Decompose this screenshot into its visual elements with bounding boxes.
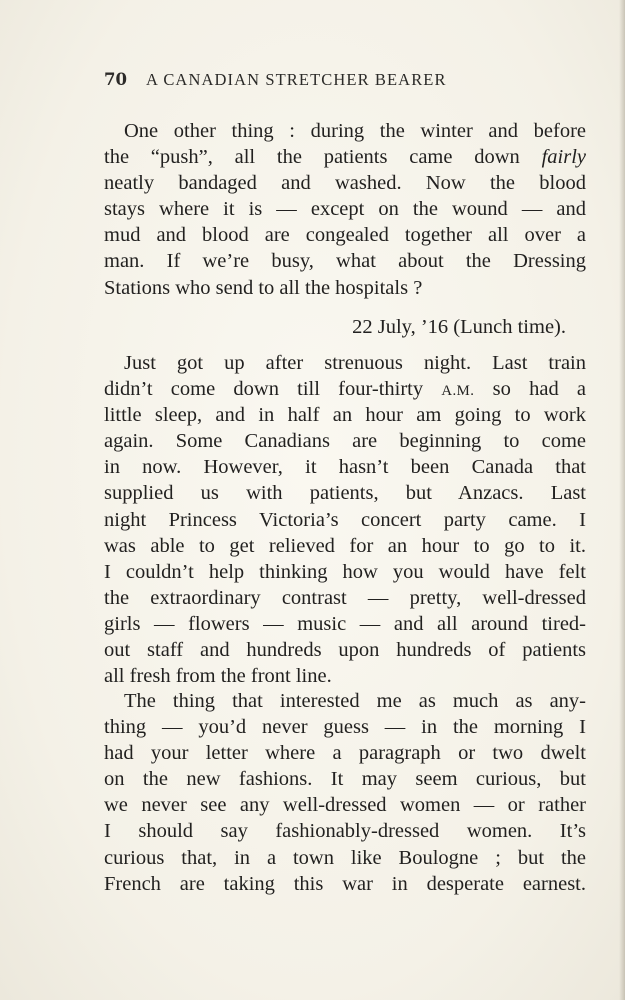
- paragraph-2: [104, 350, 586, 689]
- text-line: man. If we’re busy, what about the Dressing: [104, 250, 586, 273]
- text-line: again. Some Canadians are beginning to come: [104, 430, 586, 453]
- text-line: on the new fashions. It may seem curious, but: [104, 768, 586, 791]
- running-head: [104, 70, 534, 90]
- text-line: [104, 376, 586, 402]
- text-line: I couldn’t help thinking how you would have felt: [104, 560, 586, 583]
- small-caps-text: A.M.: [441, 383, 475, 400]
- text-line: night Princess Victoria’s concert party came. I: [104, 508, 586, 531]
- text-line: mud and blood are congealed together all over a: [104, 224, 586, 247]
- text-line: little sleep, and in half an hour am going to work: [104, 404, 586, 427]
- text-line: Just got up after strenuous night. Last train: [124, 352, 586, 374]
- text-line: was able to get relieved for an hour to go to it.: [104, 534, 586, 557]
- text-line: girls — flowers — music — and all around tired-: [104, 612, 586, 635]
- running-title: A CANADIAN STRETCHER BEARER: [146, 70, 447, 89]
- page-edge-shadow: [619, 0, 625, 1000]
- entry-dateline: 22 July, ’16 (Lunch time).: [352, 316, 566, 338]
- text-line: we never see any well-dressed women — or rather: [104, 794, 586, 817]
- text-line: I should say fashionably-dressed women. It’s: [104, 820, 586, 843]
- paragraph-1: [104, 118, 586, 301]
- text-line: French are taking this war in desperate earnest.: [104, 872, 586, 895]
- text-line: in now. However, it hasn’t been Canada that: [104, 456, 586, 479]
- text-span: the “push”, all the patients came down: [104, 146, 542, 169]
- page-number: 70: [104, 70, 127, 89]
- text-line: out staff and hundreds upon hundreds of patients: [104, 639, 586, 662]
- text-line: had your letter where a paragraph or two dwelt: [104, 742, 586, 765]
- text-line: The thing that interested me as much as any-: [124, 690, 586, 712]
- text-line: stays where it is — except on the wound — and: [104, 198, 586, 221]
- text-line: Stations who send to all the hospitals ?: [104, 276, 423, 299]
- text-span: so had a: [474, 378, 586, 401]
- text-line: neatly bandaged and washed. Now the blood: [104, 172, 586, 195]
- text-span: didn’t come down till four-thirty: [104, 378, 442, 401]
- text-line: thing — you’d never guess — in the morning I: [104, 716, 586, 739]
- text-line: curious that, in a town like Boulogne ; but the: [104, 846, 586, 869]
- text-line: [104, 144, 586, 170]
- text-line: One other thing : during the winter and before: [124, 120, 586, 142]
- text-line: all fresh from the front line.: [104, 665, 332, 688]
- text-line: supplied us with patients, but Anzacs. Last: [104, 482, 586, 505]
- text-line: the extraordinary contrast — pretty, well-dressed: [104, 586, 586, 609]
- emphasis-text: fairly: [541, 146, 586, 169]
- paragraph-3: [104, 688, 586, 897]
